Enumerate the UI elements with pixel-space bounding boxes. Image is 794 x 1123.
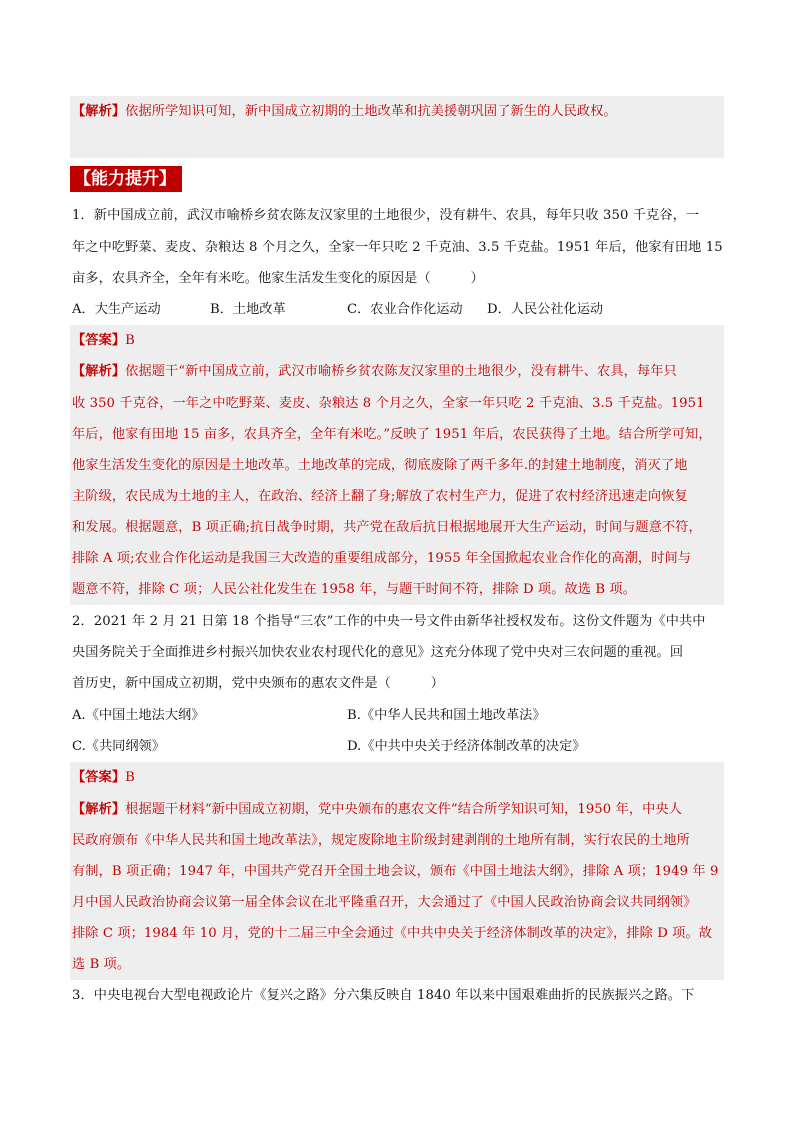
q1-analysis-line: 收 350 千克谷，一年之中吃野菜、麦皮、杂粮达 8 个月之久，全家一年只吃 2 千克油、3.5 千克盐。1951	[72, 396, 705, 411]
q2-option-b: B.《中华人民共和国土地改革法》	[347, 708, 546, 723]
q2-analysis-line	[72, 800, 722, 820]
q1-analysis-line: 他家生活发生变化的原因是土地改革。土地改革的完成，彻底废除了两千多年.的封建土地制度，消灭了地	[72, 458, 688, 473]
q1-analysis-line: 主阶级，农民成为土地的主人，在政治、经济上翻了身;解放了农村生产力，促进了农村经济迅速走向恢复	[72, 489, 688, 504]
q1-stem-line: 1．新中国成立前，武汉市喻桥乡贫农陈友汉家里的土地很少，没有耕牛、农具，每年只收 350 千克谷，一	[72, 208, 700, 223]
analysis-label: 【解析】	[72, 802, 126, 817]
q1-analysis-line: 和发展。根据题意，B 项正确;抗日战争时期，共产党在敌后抗日根据地展开大生产运动，时间与题意不符，	[72, 520, 702, 535]
q2-stem-line: 央国务院关于全面推进乡村振兴加快农业农村现代化的意见》这充分体现了党中央对三农问题的重视。回	[72, 645, 684, 660]
q2-analysis-line: 民政府颁布《中华人民共和国土地改革法》，规定废除地主阶级封建剥削的土地所有制，实行农民的土地所	[72, 833, 690, 848]
q2-option-c: C.《共同纲领》	[72, 739, 165, 754]
q1-stem-line: 亩多，农具齐全，全年有米吃。他家生活发生变化的原因是（ ）	[72, 271, 484, 286]
q3-stem-line: 3．中央电视台大型电视政论片《复兴之路》分六集反映自 1840 年以来中国艰难曲折的民族振兴之路。下	[72, 988, 695, 1003]
q1-option-b: B．土地改革	[210, 302, 286, 317]
q1-option-a: A．大生产运动	[72, 302, 161, 317]
analysis-text: 依据所学知识可知，新中国成立初期的土地改革和抗美援朝巩固了新生的人民政权。	[125, 104, 617, 119]
q2-analysis-line: 有制，B 项正确；1947 年，中国共产党召开全国土地会议，颁布《中国土地法大纲》，排除 A 项；1949 年 9	[72, 864, 719, 879]
q2-option-d: D.《中共中央关于经济体制改革的决定》	[347, 739, 586, 754]
answer-value: B	[125, 333, 135, 348]
analysis-label: 【解析】	[72, 364, 126, 379]
q2-stem-line: 2．2021 年 2 月 21 日第 18 个指导“三农”工作的中央一号文件由新华社授权发布。这份文件题为《中共中	[72, 614, 706, 629]
q1-option-c: C．农业合作化运动	[347, 302, 463, 317]
analysis-label: 【解析】	[72, 104, 126, 119]
q1-stem-line: 年之中吃野菜、麦皮、杂粮达 8 个月之久，全家一年只吃 2 千克油、3.5 千克盐。1951 年后，他家有田地 15	[72, 240, 723, 255]
analysis-text: 依据题干“新中国成立前，武汉市喻桥乡贫农陈友汉家里的土地很少，没有耕牛、农具，每年只	[125, 364, 677, 379]
q2-option-a: A.《中国土地法大纲》	[72, 708, 205, 723]
q1-option-d: D．人民公社化运动	[487, 302, 604, 317]
answer-label: 【答案】	[72, 770, 126, 785]
q2-analysis-line: 选 B 项。	[72, 957, 131, 972]
q1-analysis-line: 排除 A 项;农业合作化运动是我国三大改造的重要组成部分，1955 年全国掀起农业合作化的高潮，时间与	[72, 551, 692, 566]
q1-analysis-line	[72, 362, 722, 382]
q1-analysis-line: 年后，他家有田地 15 亩多，农具齐全，全年有米吃。”反映了 1951 年后，农民获得了土地。结合所学可知，	[72, 427, 712, 442]
q2-analysis-line: 月中国人民政治协商会议第一届全体会议在北平隆重召开，大会通过了《中国人民政治协商会议共同纲领》	[72, 895, 697, 910]
answer-value: B	[125, 770, 135, 785]
q2-stem-line: 首历史，新中国成立初期，党中央颁布的惠农文件是（ ）	[72, 676, 445, 691]
answer-label: 【答案】	[72, 333, 126, 348]
prev-analysis-line	[72, 102, 722, 122]
analysis-text: 根据题干材料“新中国成立初期，党中央颁布的惠农文件”结合所学知识可知，1950 年，中央人	[125, 802, 683, 817]
q1-answer-line	[72, 331, 722, 351]
section-title: 【能力提升】	[70, 166, 182, 192]
q2-answer-line	[72, 768, 722, 788]
q1-analysis-line: 题意不符，排除 C 项；人民公社化发生在 1958 年，与题干时间不符，排除 D 项。故选 B 项。	[72, 582, 637, 597]
q2-analysis-line: 排除 C 项；1984 年 10 月，党的十二届三中全会通过《中共中央关于经济体制改革的决定》，排除 D 项。故	[72, 926, 713, 941]
